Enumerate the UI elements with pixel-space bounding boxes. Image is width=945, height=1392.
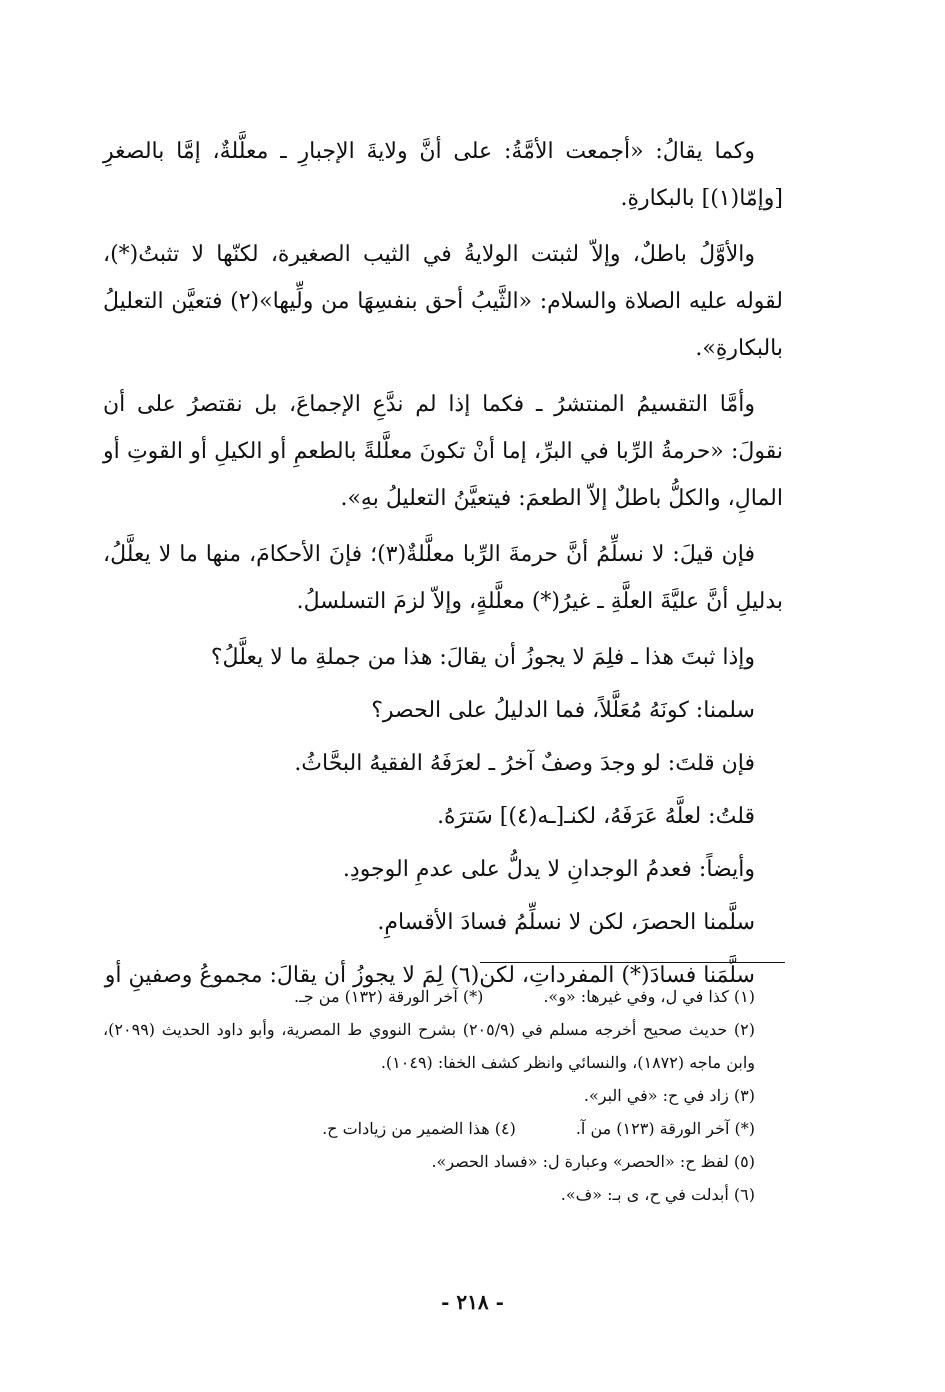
main-text	[103, 128, 783, 1005]
paragraph-2: والأوَّلُ باطلٌ، وإلاّ لثبتت الولايةُ في الثيب الصغيرة، لكنّها لا تثبتُ(*)، لقوله عليه الصلاة والسلام: «الثَّيبُ أحق بنفسِهَا من ولِّيها»(٢) فتعيَّن التعليلُ بالبكارةِ».	[103, 242, 784, 361]
footnote-4: (٤) هذا الضمير من زيادات ح.	[322, 1119, 516, 1138]
paragraph-4: فإن قيلَ: لا نسلِّمُ أنَّ حرمةَ الرِّبا معلَّلةٌ(٣)؛ فإنَ الأحكامَ، منها ما لا يعلَّلُ، بدليلِ أنَّ عليَّةَ العلَّةِ ـ غيرُ(*) معلَّلةٍ، وإلاّ لزمَ التسلسلُ.	[103, 542, 783, 614]
paragraph-10: سلَّمنا الحصرَ، لكن لا نسلِّمُ فسادَ الأقسامِ.	[377, 910, 755, 935]
paragraph-5: وإذا ثبتَ هذا ـ فلِمَ لا يجوزُ أن يقالَ: هذا من جملةِ ما لا يعلَّلُ؟	[210, 645, 755, 670]
footnote-3: (٣) زاد في ح: «في البر».	[583, 1086, 755, 1105]
paragraph-8: قلتُ: لعلَّهُ عَرَفَهُ، لكنـ[ـه(٤)] سَترَهُ.	[437, 804, 755, 829]
footnote-5: (٥) لفظ ح: «الحصر» وعبارة ل: «فساد الحصر».	[431, 1152, 755, 1171]
paragraph-1: وكما يقالُ: «أجمعت الأمَّةُ: على أنَّ ولايةَ الإجبارِ ـ معلَّلةٌ، إمَّا بالصغرِ [وإمّا(١)] بالبكارةِ.	[103, 139, 783, 211]
paragraph-7: فإن قلتَ: لو وجدَ وصفٌ آخرُ ـ لعرَفَهُ الفقيهُ البحَّاثُ.	[294, 751, 755, 776]
footnote-row-1	[103, 980, 783, 1013]
paragraph-11: سلَّمَنا فسادَ(*) المفرداتِ، لكن(٦) لِمَ لا يجوزُ أن يقالَ: مجموعُ وصفينِ أو	[104, 963, 755, 988]
paragraph-3: وأمَّا التقسيمُ المنتشرُ ـ فكما إذا لم ندَّعِ الإجماعَ، بل نقتصرُ على أن نقولَ: «حرمةُ الرِّبا في البرِّ، إما أنْ تكونَ معلَّلةً بالطعمِ أو الكيلِ أو القوتِ أو المالِ، والكلُّ باطلٌ إلاّ الطعمَ: فيتعيَّنُ التعليلُ بهِ».	[103, 392, 783, 511]
footnote-1: (١) كذا في ل، وفي غيرها: «و».	[543, 987, 755, 1006]
page-number: - ٢١٨ -	[441, 1290, 504, 1314]
paragraph-9: وأيضاً: فعدمُ الوجدانِ لا يدلُّ على عدمِ الوجودِ.	[342, 857, 755, 882]
footnote-separator	[480, 962, 785, 963]
footnotes	[103, 980, 783, 1211]
footnote-row-4	[103, 1112, 783, 1145]
footnote-1-star: (*) آخر الورقة (١٣٢) من جـ.	[294, 987, 484, 1006]
footnote-3-star: (*) آخر الورقة (١٢٣) من آ.	[575, 1119, 755, 1138]
footnote-2: (٢) حديث صحيح أخرجه مسلم في (٢٠٥/٩) بشرح النووي ط المصرية، وأبو داود الحديث (٢٠٩٩)، وابن ماجه (١٨٧٢)، والنسائي وانظر كشف الخفا: (١٠٤٩).	[103, 1020, 755, 1072]
footnote-6: (٦) أبدلت في ح، ى بـ: «ف».	[560, 1185, 755, 1204]
paragraph-6: سلمنا: كونَهُ مُعَلَّلاً، فما الدليلُ على الحصر؟	[371, 698, 755, 723]
